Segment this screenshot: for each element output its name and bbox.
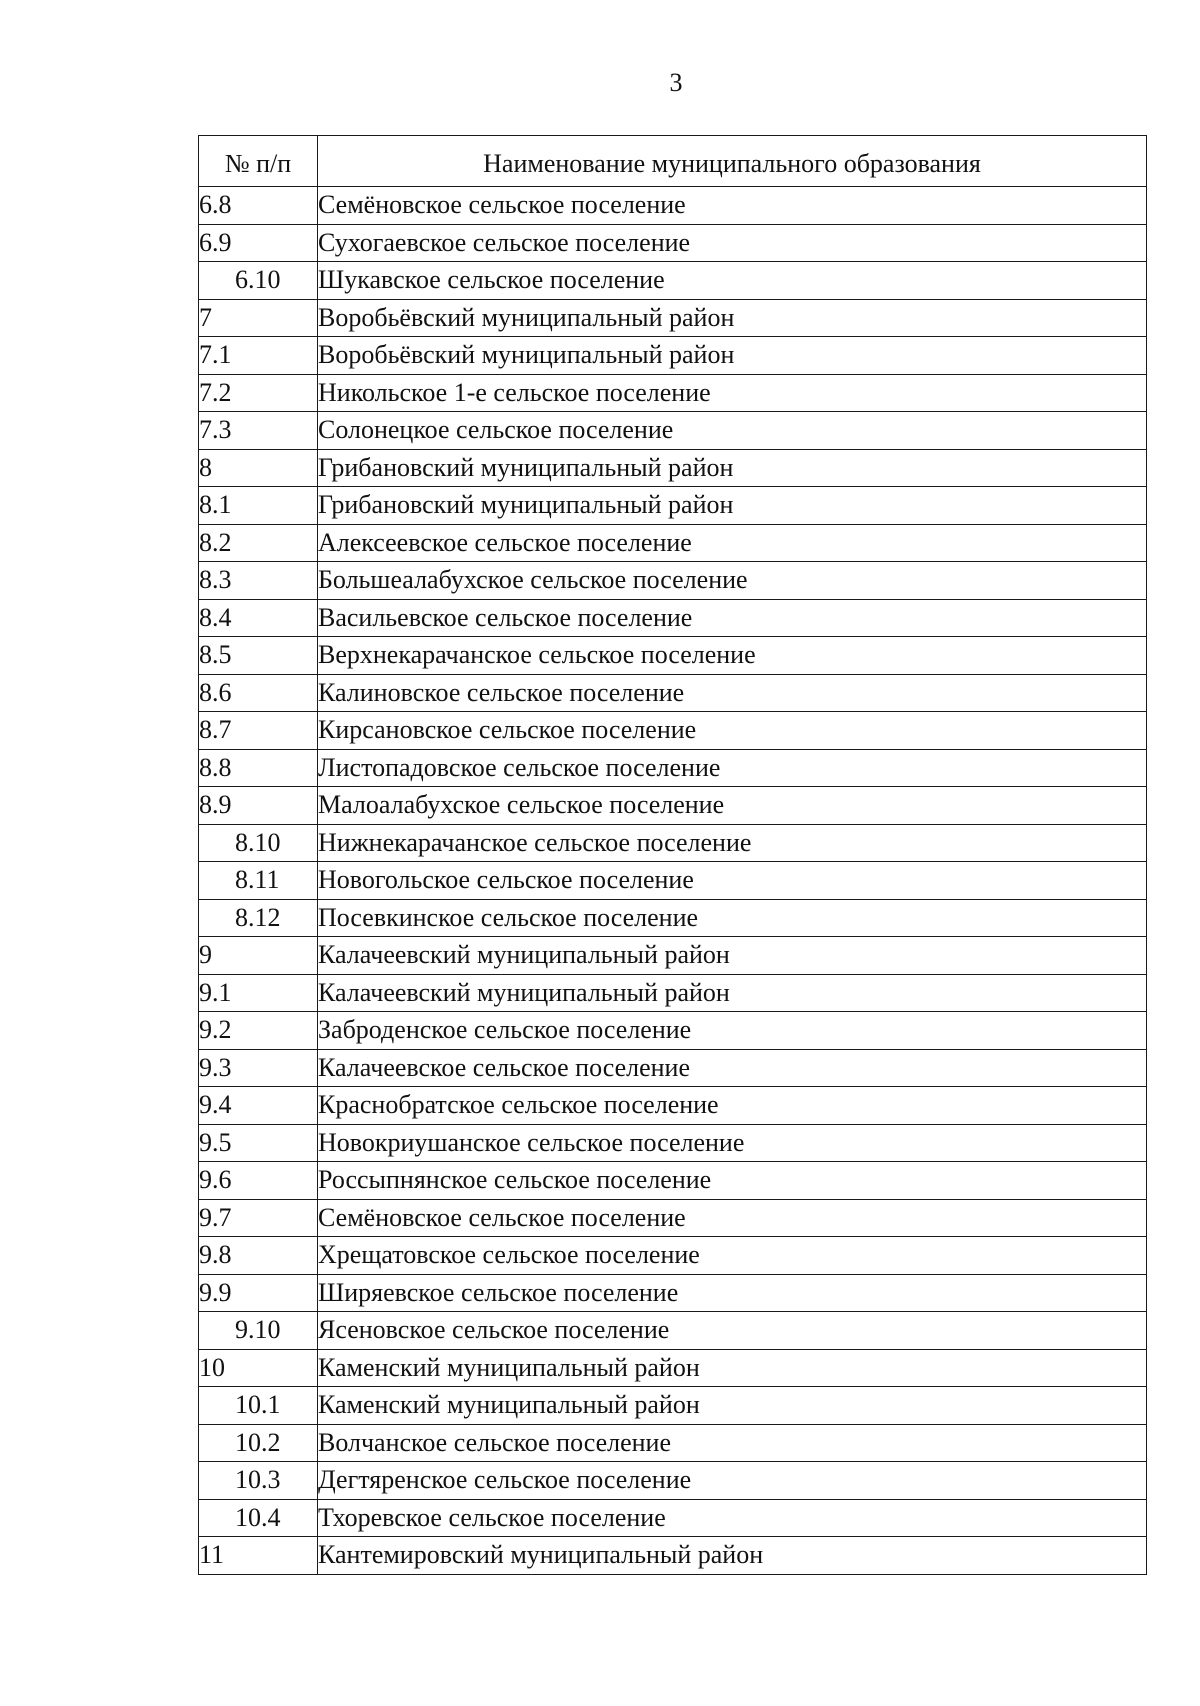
settlement-name: Дегтяренское сельское поселение (318, 1462, 1147, 1500)
row-number: 8.1 (199, 487, 318, 525)
row-number: 9.4 (199, 1087, 318, 1125)
row-number: 9.3 (199, 1049, 318, 1087)
row-number: 8.10 (199, 824, 318, 862)
row-number: 10.3 (199, 1462, 318, 1500)
table-row (199, 712, 1147, 750)
table-row (199, 862, 1147, 900)
row-number: 7.1 (199, 337, 318, 375)
settlement-name: Большеалабухское сельское поселение (318, 562, 1147, 600)
table-body (199, 187, 1147, 1575)
settlement-name: Семёновское сельское поселение (318, 187, 1147, 225)
table-row (199, 674, 1147, 712)
table-row (199, 937, 1147, 975)
table-row (199, 1312, 1147, 1350)
row-number: 8.5 (199, 637, 318, 675)
settlement-name: Шукавское сельское поселение (318, 262, 1147, 300)
row-number: 9.1 (199, 974, 318, 1012)
table-row (199, 449, 1147, 487)
table-row (199, 524, 1147, 562)
settlement-name: Воробьёвский муниципальный район (318, 337, 1147, 375)
settlement-name: Заброденское сельское поселение (318, 1012, 1147, 1050)
table-row (199, 1237, 1147, 1275)
row-number: 8.2 (199, 524, 318, 562)
page-number: 3 (669, 68, 683, 97)
settlement-name: Нижнекарачанское сельское поселение (318, 824, 1147, 862)
row-number: 6.9 (199, 224, 318, 262)
row-number: 8.7 (199, 712, 318, 750)
row-number: 9 (199, 937, 318, 975)
table-row (199, 637, 1147, 675)
row-number: 9.10 (199, 1312, 318, 1350)
table-row (199, 824, 1147, 862)
settlement-name: Кирсановское сельское поселение (318, 712, 1147, 750)
table-row (199, 1349, 1147, 1387)
table-row (199, 1424, 1147, 1462)
settlement-name: Васильевское сельское поселение (318, 599, 1147, 637)
table-row (199, 262, 1147, 300)
row-number: 10 (199, 1349, 318, 1387)
settlement-name: Россыпнянское сельское поселение (318, 1162, 1147, 1200)
row-number: 6.8 (199, 187, 318, 225)
row-number: 11 (199, 1537, 318, 1575)
row-number: 7 (199, 299, 318, 337)
settlement-name: Хрещатовское сельское поселение (318, 1237, 1147, 1275)
table-row (199, 787, 1147, 825)
header-name: Наименование муниципального образования (318, 136, 1147, 187)
row-number: 10.1 (199, 1387, 318, 1425)
header-row (199, 136, 1147, 187)
district-name: Кантемировский муниципальный район (318, 1537, 1147, 1575)
table-row (199, 1274, 1147, 1312)
table-header (199, 136, 1147, 187)
table-row (199, 337, 1147, 375)
table-row (199, 1499, 1147, 1537)
row-number: 7.2 (199, 374, 318, 412)
settlement-name: Верхнекарачанское сельское поселение (318, 637, 1147, 675)
table-row (199, 974, 1147, 1012)
table-row (199, 1387, 1147, 1425)
row-number: 8.12 (199, 899, 318, 937)
row-number: 6.10 (199, 262, 318, 300)
settlement-name: Солонецкое сельское поселение (318, 412, 1147, 450)
settlement-name: Калачеевское сельское поселение (318, 1049, 1147, 1087)
row-number: 8.3 (199, 562, 318, 600)
table-row (199, 599, 1147, 637)
table-row (199, 562, 1147, 600)
table-row (199, 374, 1147, 412)
settlement-name: Листопадовское сельское поселение (318, 749, 1147, 787)
settlement-name: Каменский муниципальный район (318, 1387, 1147, 1425)
settlement-name: Калачеевский муниципальный район (318, 974, 1147, 1012)
table-row (199, 1199, 1147, 1237)
table-row (199, 187, 1147, 225)
row-number: 9.9 (199, 1274, 318, 1312)
district-name: Каменский муниципальный район (318, 1349, 1147, 1387)
settlement-name: Волчанское сельское поселение (318, 1424, 1147, 1462)
settlement-name: Новокриушанское сельское поселение (318, 1124, 1147, 1162)
settlement-name: Никольское 1-е сельское поселение (318, 374, 1147, 412)
table-row (199, 487, 1147, 525)
settlement-name: Посевкинское сельское поселение (318, 899, 1147, 937)
settlement-name: Сухогаевское сельское поселение (318, 224, 1147, 262)
settlement-name: Малоалабухское сельское поселение (318, 787, 1147, 825)
table-row (199, 299, 1147, 337)
row-number: 8.8 (199, 749, 318, 787)
table-row (199, 224, 1147, 262)
district-name: Воробьёвский муниципальный район (318, 299, 1147, 337)
table-row (199, 1162, 1147, 1200)
row-number: 9.2 (199, 1012, 318, 1050)
row-number: 8 (199, 449, 318, 487)
row-number: 9.6 (199, 1162, 318, 1200)
row-number: 10.2 (199, 1424, 318, 1462)
settlement-name: Тхоревское сельское поселение (318, 1499, 1147, 1537)
header-number: № п/п (199, 136, 318, 187)
table-row (199, 412, 1147, 450)
row-number: 9.8 (199, 1237, 318, 1275)
settlement-name: Краснобратское сельское поселение (318, 1087, 1147, 1125)
row-number: 8.11 (199, 862, 318, 900)
row-number: 9.7 (199, 1199, 318, 1237)
table-row (199, 1537, 1147, 1575)
settlement-name: Семёновское сельское поселение (318, 1199, 1147, 1237)
settlement-name: Новогольское сельское поселение (318, 862, 1147, 900)
row-number: 8.9 (199, 787, 318, 825)
table-row (199, 749, 1147, 787)
municipal-table (198, 135, 1147, 1575)
row-number: 9.5 (199, 1124, 318, 1162)
settlement-name: Ширяевское сельское поселение (318, 1274, 1147, 1312)
row-number: 8.4 (199, 599, 318, 637)
table-row (199, 1087, 1147, 1125)
table-row (199, 1124, 1147, 1162)
row-number: 8.6 (199, 674, 318, 712)
settlement-name: Алексеевское сельское поселение (318, 524, 1147, 562)
district-name: Грибановский муниципальный район (318, 449, 1147, 487)
settlement-name: Грибановский муниципальный район (318, 487, 1147, 525)
settlement-name: Калиновское сельское поселение (318, 674, 1147, 712)
table-row (199, 1462, 1147, 1500)
row-number: 10.4 (199, 1499, 318, 1537)
settlement-name: Ясеновское сельское поселение (318, 1312, 1147, 1350)
table-row (199, 1049, 1147, 1087)
table-row (199, 1012, 1147, 1050)
row-number: 7.3 (199, 412, 318, 450)
district-name: Калачеевский муниципальный район (318, 937, 1147, 975)
table-row (199, 899, 1147, 937)
